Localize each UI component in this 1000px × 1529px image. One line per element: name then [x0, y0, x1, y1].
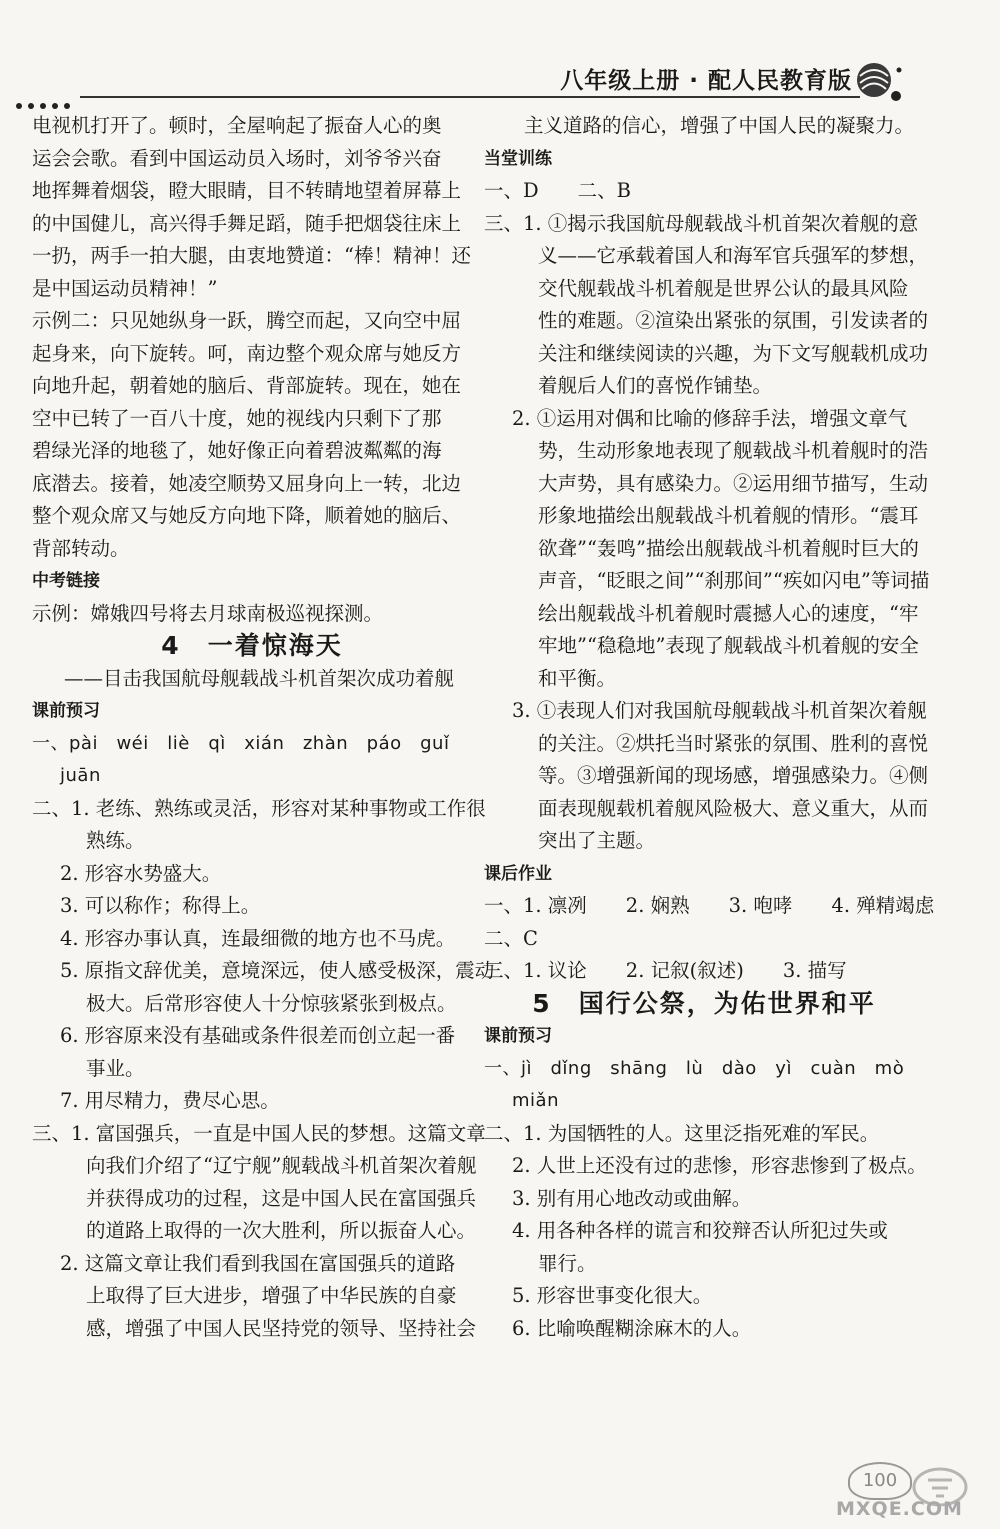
text-line: 运会会歌。看到中国运动员入场时，刘爷爷兴奋 — [32, 146, 442, 170]
answer-line: 4. 形容办事认真，连最细微的地方也不马虎。 — [60, 926, 456, 950]
left-column — [32, 110, 495, 1345]
text-line: 示例二：只见她纵身一跃，腾空而起，又向空中屈 — [32, 309, 462, 332]
answer-line: 6. 比喻唤醒糊涂麻木的人。 — [512, 1316, 752, 1340]
page-number: 100 — [848, 1462, 912, 1500]
text-line: 整个观众席又与她反方向地下降，顺着她的脑后、 — [32, 504, 462, 527]
section-heading-preview: 课前预习 — [32, 701, 100, 721]
text-line: 是中国运动员精神！” — [32, 276, 218, 300]
text-line: 主义道路的信心，增强了中国人民的凝聚力。 — [524, 114, 915, 137]
answer-line: 2. 人世上还没有过的悲惨，形容悲惨到了极点。 — [512, 1154, 927, 1177]
text-line: 起身来，向下旋转。呵，南边整个观众席与她反方 — [32, 341, 462, 365]
answer-line: 声音，“眨眼之间”“刹那间”“疾如闪电”等词描 — [538, 569, 930, 592]
answer-line: 一、1. 凛冽 2. 娴熟 3. 咆哮 4. 殚精竭虑 — [484, 894, 935, 917]
answer-line: 性的难题。②渲染出紧张的氛围，引发读者的 — [538, 309, 929, 332]
answer-line: 等。③增强新闻的现场感，增强感染力。④侧 — [538, 764, 929, 787]
answer-line: 上取得了巨大进步，增强了中华民族的自豪 — [86, 1284, 457, 1307]
answer-line: 6. 形容原来没有基础或条件很差而创立起一番 — [60, 1024, 456, 1047]
answer-line: 二、1. 老练、熟练或灵活，形容对某种事物或工作很 — [32, 796, 486, 820]
answer-line: 二、C — [484, 926, 538, 950]
text-line: 电视机打开了。顿时，全屋响起了振奋人心的奥 — [32, 114, 442, 137]
answer-line: 并获得成功的过程，这是中国人民在富国强兵 — [86, 1186, 477, 1210]
answer-line: 3. ①表现人们对我国航母舰载战斗机首架次着舰 — [512, 699, 927, 722]
publisher-logo-icon — [852, 56, 906, 106]
answer-line: 义——它承载着国人和海军官兵强军的梦想， — [538, 244, 929, 267]
text-line: 地挥舞着烟袋，瞪大眼睛，目不转睛地望着屏幕上 — [32, 179, 462, 202]
text-line: 底潜去。接着，她凌空顺势又屈身向上一转，北边 — [32, 471, 462, 495]
watermark-text: MXQE.COM — [836, 1498, 963, 1520]
answer-line: 关注和继续阅读的兴趣，为下文写舰载机成功 — [538, 341, 929, 365]
chapter-4-title: 4 一着惊海天 — [161, 631, 343, 660]
text-line: 向地升起，朝着她的脑后、背部旋转。现在，她在 — [32, 374, 462, 397]
answer-line: 交代舰载战斗机着舰是世界公认的最具风险 — [538, 276, 909, 300]
right-column — [484, 110, 935, 1345]
answer-line: 势，生动形象地表现了舰载战斗机着舰时的浩 — [538, 439, 929, 462]
answer-line: 的道路上取得的一次大胜利，所以振奋人心。 — [86, 1219, 477, 1242]
answer-line: 7. 用尽精力，费尽心思。 — [60, 1089, 280, 1112]
text-line: 碧绿光泽的地毯了，她好像正向着碧波粼粼的海 — [32, 439, 442, 462]
answer-line: 绘出舰载战斗机着舰时震撼人心的速度，“牢 — [538, 601, 919, 625]
section-heading-preview: 课前预习 — [484, 1026, 552, 1046]
answer-line: 和平衡。 — [538, 666, 617, 690]
answer-line: 形象地描绘出舰载战斗机着舰的情形。“震耳 — [538, 504, 919, 527]
answer-line: 熟练。 — [86, 829, 145, 852]
answer-line: 欲聋”“轰鸣”描绘出舰载战斗机着舰时巨大的 — [538, 536, 919, 560]
pinyin-line: 一、jì dǐng shāng lù dào yì cuàn mò — [484, 1057, 905, 1079]
answer-line: 一、D 二、B — [484, 179, 631, 202]
chapter-4-subtitle: ——目击我国航母舰载战斗机首架次成功着舰 — [63, 666, 454, 690]
chapter-5-title: 5 国行公祭，为佑世界和平 — [532, 988, 876, 1018]
answer-line: 三、1. 富国强兵，一直是中国人民的梦想。这篇文章 — [32, 1121, 486, 1145]
section-heading-zhongkao: 中考链接 — [32, 571, 100, 591]
section-heading-training: 当堂训练 — [484, 148, 552, 169]
header-rule — [80, 96, 860, 98]
answer-line: 事业。 — [86, 1056, 145, 1080]
answer-line: 二、1. 为国牺牲的人。这里泛指死难的军民。 — [484, 1121, 880, 1145]
answer-line: 向我们介绍了“辽宁舰”舰载战斗机首架次着舰 — [86, 1154, 477, 1177]
answer-line: 突出了主题。 — [538, 829, 656, 852]
answer-line: 感，增强了中国人民坚持党的领导、坚持社会 — [86, 1316, 477, 1340]
pinyin-line: miǎn — [512, 1090, 559, 1111]
answer-line: 2. 这篇文章让我们看到我国在富国强兵的道路 — [60, 1251, 456, 1275]
answer-line: 面表现舰载机着舰风险极大、意义重大，从而 — [538, 796, 929, 820]
answer-line: 极大。后常形容使人十分惊骇紧张到极点。 — [86, 991, 457, 1015]
section-heading-homework: 课后作业 — [484, 863, 552, 884]
text-line: 背部转动。 — [32, 536, 130, 560]
pinyin-line: 一、pài wéi liè qì xián zhàn páo guǐ — [32, 732, 450, 754]
answer-line: 4. 用各种各样的谎言和狡辩否认所犯过失或 — [512, 1219, 888, 1242]
header-dots — [16, 94, 86, 102]
answer-line: 三、1. ①揭示我国航母舰载战斗机首架次着舰的意 — [484, 211, 919, 235]
text-line: 一扔，两手一拍大腿，由衷地赞道：“棒！精神！还 — [32, 244, 471, 267]
answer-line: 5. 形容世事变化很大。 — [512, 1284, 713, 1307]
answer-line: 5. 原指文辞优美，意境深远，使人感受极深，震动 — [60, 959, 495, 982]
answer-line: 2. 形容水势盛大。 — [60, 861, 222, 885]
answer-line: 的关注。②烘托当时紧张的氛围、胜利的喜悦 — [538, 731, 929, 755]
answer-line: 三、1. 议论 2. 记叙(叙述) 3. 描写 — [484, 959, 847, 982]
text-line: 空中已转了一百八十度，她的视线内只剩下了那 — [32, 406, 442, 430]
answer-line: 罪行。 — [538, 1251, 597, 1275]
answer-line: 大声势，具有感染力。②运用细节描写，生动 — [538, 471, 929, 495]
pinyin-line: juān — [60, 765, 101, 786]
answer-line: 牢地”“稳稳地”表现了舰载战斗机着舰的安全 — [538, 634, 919, 657]
text-line: 示例：嫦娥四号将去月球南极巡视探测。 — [32, 601, 384, 625]
answer-line: 3. 可以称作；称得上。 — [60, 894, 261, 917]
book-series-title: 八年级上册 · 配人民教育版 — [560, 68, 852, 94]
text-line: 的中国健儿，高兴得手舞足蹈，随手把烟袋往床上 — [32, 211, 462, 235]
answer-line: 着舰后人们的喜悦作铺垫。 — [538, 374, 773, 397]
answer-line: 2. ①运用对偶和比喻的修辞手法，增强文章气 — [512, 406, 908, 430]
answer-line: 3. 别有用心地改动或曲解。 — [512, 1186, 752, 1210]
